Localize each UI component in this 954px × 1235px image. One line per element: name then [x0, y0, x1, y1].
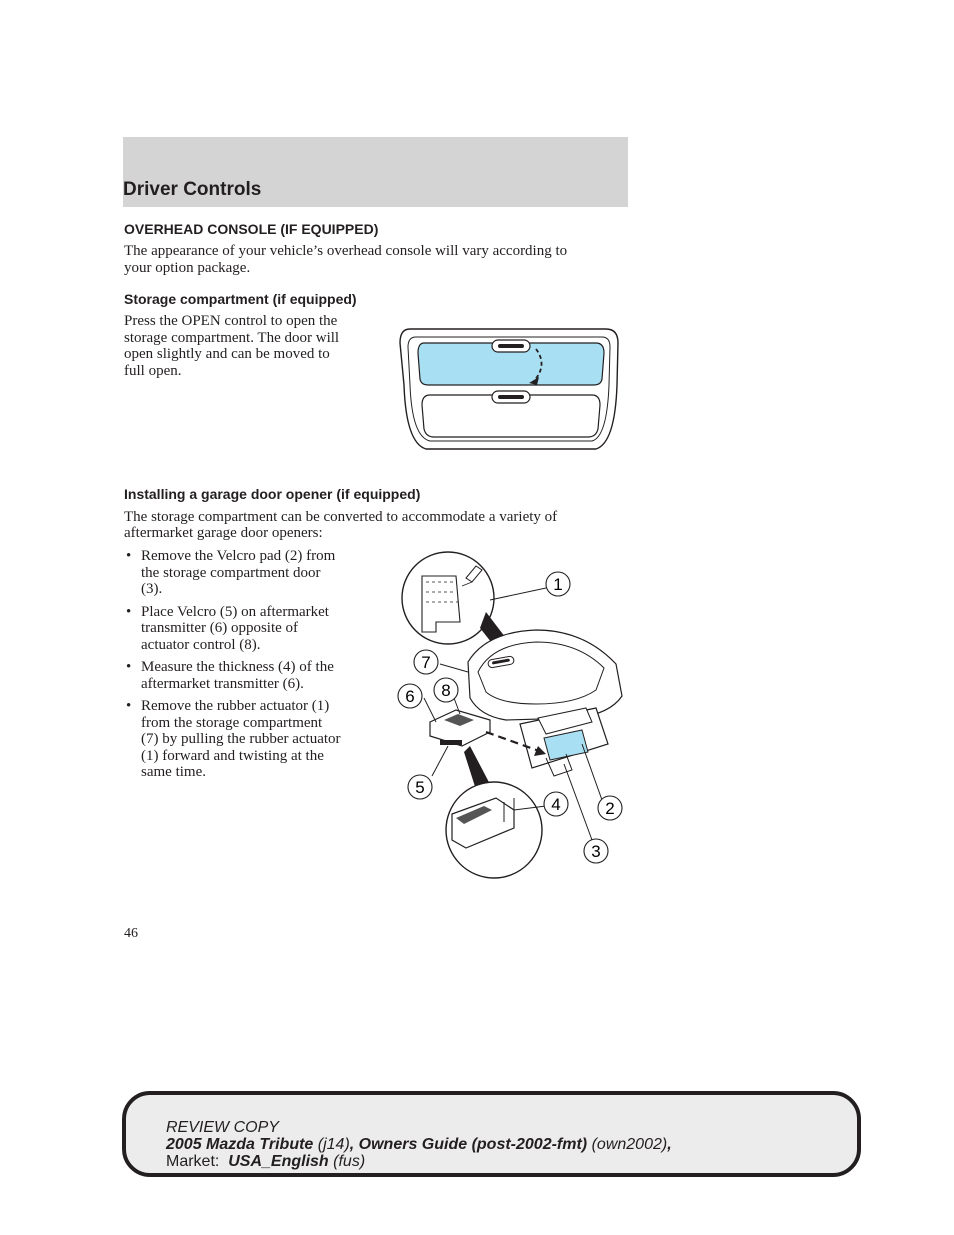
- storage-line-3: open slightly and can be moved to: [124, 346, 330, 362]
- review-copy-footer: [122, 1091, 861, 1177]
- page-title: Driver Controls: [123, 179, 262, 200]
- storage-compartment-figure: [396, 325, 626, 455]
- list-item-line: aftermarket transmitter (6).: [141, 675, 304, 692]
- bullet-icon: •: [126, 603, 132, 620]
- storage-line-2: storage compartment. The door will: [124, 330, 340, 346]
- list-item-line: Remove the rubber actuator (1): [141, 698, 330, 714]
- list-item-line: actuator control (8).: [141, 636, 261, 653]
- footer-market-code: (fus): [328, 1153, 366, 1170]
- list-item: [124, 698, 386, 781]
- footer-review-label: REVIEW COPY: [166, 1119, 279, 1136]
- storage-line-4: full open.: [124, 363, 182, 379]
- list-item-line: Measure the thickness (4) of the: [141, 659, 334, 675]
- callout-2: 2: [605, 799, 615, 818]
- bullet-icon: •: [126, 659, 132, 675]
- footer-market: USA_English: [228, 1153, 329, 1170]
- footer-vehicle-code: (j14): [313, 1136, 350, 1153]
- list-item: [124, 604, 386, 654]
- garage-title: Installing a garage door opener (if equipped): [124, 486, 421, 502]
- list-item-line: (7) by pulling the rubber actuator: [141, 731, 341, 747]
- footer-vehicle: 2005 Mazda Tribute: [166, 1136, 314, 1153]
- list-item-line: transmitter (6) opposite of: [141, 620, 299, 636]
- garage-intro-line-2: aftermarket garage door openers:: [124, 525, 323, 541]
- instruction-list: [124, 548, 386, 787]
- section-intro-line-1: The appearance of your vehicle’s overhead console will vary according to: [124, 243, 568, 259]
- footer-guide-code: (own2002): [587, 1136, 668, 1153]
- footer-text: [166, 1119, 672, 1170]
- list-item-line: (1) forward and twisting at the: [141, 747, 324, 764]
- list-item: [124, 659, 386, 692]
- callout-6: 6: [405, 687, 415, 706]
- footer-market-label: Market:: [166, 1153, 229, 1170]
- callout-4: 4: [551, 795, 561, 814]
- header-band: [123, 137, 628, 207]
- footer-guide: , Owners Guide (post-2002-fmt): [349, 1136, 588, 1153]
- section-title: OVERHEAD CONSOLE (IF EQUIPPED): [124, 221, 379, 237]
- garage-intro-line-1: The storage compartment can be converted to accommodate a variety of: [124, 509, 558, 525]
- list-item-line: Remove the Velcro pad (2) from: [141, 548, 336, 564]
- garage-opener-figure: [396, 548, 628, 882]
- list-item-line: from the storage compartment: [141, 714, 323, 731]
- callout-3: 3: [591, 842, 601, 861]
- list-item-line: the storage compartment door: [141, 564, 321, 581]
- bullet-icon: •: [126, 698, 132, 714]
- footer-comma: ,: [667, 1136, 672, 1153]
- list-item-line: Place Velcro (5) on aftermarket: [141, 603, 329, 620]
- bullet-icon: •: [126, 548, 132, 564]
- callout-1: 1: [553, 575, 563, 594]
- list-item-line: same time.: [141, 764, 206, 780]
- callout-5: 5: [415, 778, 425, 797]
- callout-8: 8: [441, 681, 451, 700]
- list-item: [124, 548, 386, 598]
- storage-title: Storage compartment (if equipped): [124, 291, 357, 307]
- list-item-line: (3).: [141, 581, 163, 597]
- page-number: 46: [124, 926, 138, 941]
- section-intro-line-2: your option package.: [124, 260, 251, 276]
- callout-7: 7: [421, 653, 431, 672]
- storage-line-1: Press the OPEN control to open the: [124, 313, 338, 329]
